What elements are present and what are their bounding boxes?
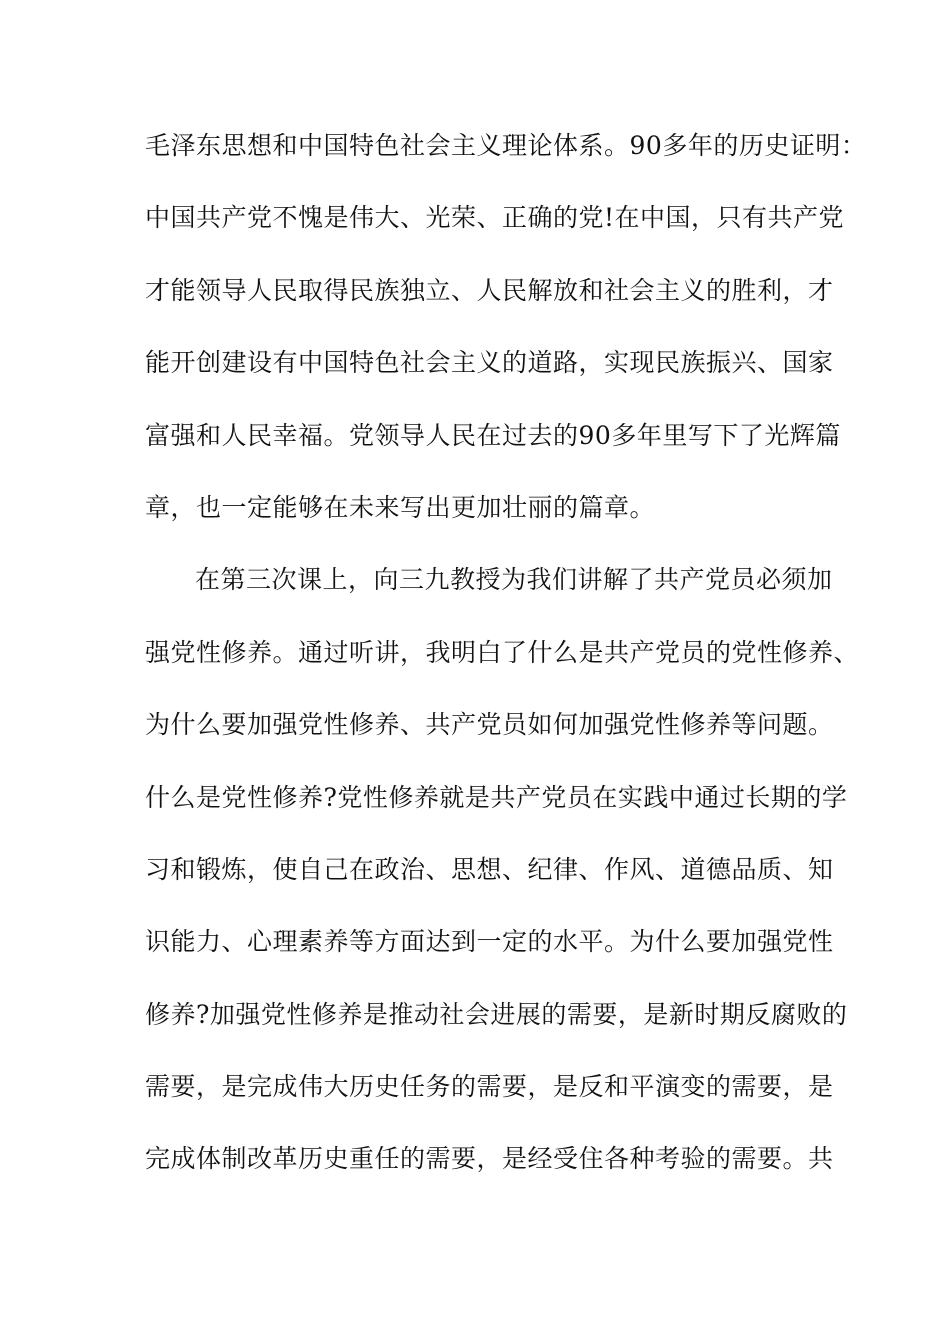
text-line: 章，也一定能够在未来写出更加壮丽的篇章。 — [145, 492, 656, 522]
text-line: 强党性修养。通过听讲，我明白了什么是共产党员的党性修养、 — [145, 637, 860, 667]
text-line: 修养?加强党性修养是推动社会进展的需要，是新时期反腐败的 — [145, 999, 848, 1029]
text-line: 识能力、心理素养等方面达到一定的水平。为什么要加强党性 — [145, 927, 834, 957]
text-line: 需要，是完成伟大历史任务的需要，是反和平演变的需要，是 — [145, 1072, 834, 1102]
text-line: 毛泽东思想和中国特色社会主义理论体系。90多年的历史证明： — [145, 131, 867, 160]
text-line: 中国共产党不愧是伟大、光荣、正确的党!在中国，只有共产党 — [145, 203, 845, 233]
text-line: 为什么要加强党性修养、共产党员如何加强党性修养等问题。 — [145, 710, 834, 740]
text-line: 完成体制改革历史重任的需要，是经受住各种考验的需要。共 — [145, 1144, 834, 1174]
text-line: 什么是党性修养?党性修养就是共产党员在实践中通过长期的学 — [145, 782, 848, 812]
text-line: 才能领导人民取得民族独立、人民解放和社会主义的胜利，才 — [145, 275, 834, 305]
text-line: 能开创建设有中国特色社会主义的道路，实现民族振兴、国家 — [145, 348, 834, 378]
body-text — [145, 126, 867, 1212]
paragraph-start-line: 在第三次课上，向三九教授为我们讲解了共产党员必须加 — [195, 565, 833, 595]
text-line: 习和锻炼，使自己在政治、思想、纪律、作风、道德品质、知 — [145, 854, 834, 884]
text-line: 富强和人民幸福。党领导人民在过去的90多年里写下了光辉篇 — [145, 420, 841, 450]
